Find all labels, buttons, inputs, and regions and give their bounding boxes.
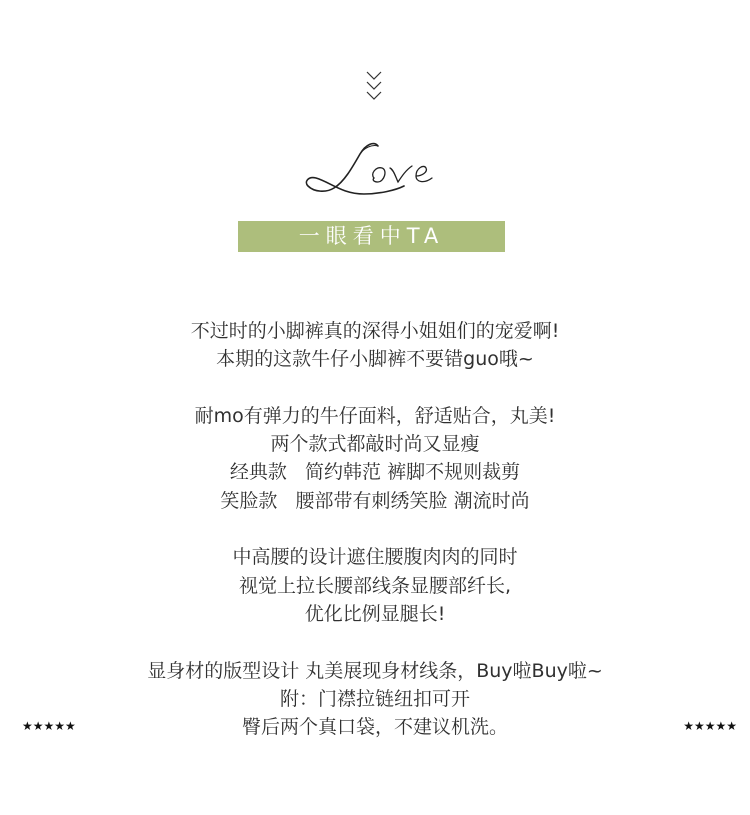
description-line: 显身材的版型设计 丸美展现身材线条，Buy啦Buy啦~ <box>147 659 603 682</box>
banner-text: 一眼看中TA <box>298 224 445 248</box>
product-description <box>0 317 750 741</box>
description-line: 两个款式都敲时尚又显瘦 <box>270 433 480 456</box>
description-line: 中高腰的设计遮住腰腹肉肉的同时 <box>232 546 518 569</box>
stars-right-decoration: ★★★★★ <box>683 719 737 733</box>
headline-banner <box>238 221 505 252</box>
description-line: 本期的这款牛仔小脚裤不要错guo哦~ <box>216 348 534 371</box>
description-line: 优化比例显腿长! <box>304 602 446 625</box>
triple-chevron-down-icon <box>365 70 383 104</box>
description-line: 耐mo有弹力的牛仔面料，舒适贴合，丸美! <box>194 404 556 427</box>
description-line: 视觉上拉长腰部线条显腰部纤长, <box>238 574 512 597</box>
stars-left-decoration: ★★★★★ <box>22 719 76 733</box>
description-line: 经典款 简约韩范 裤脚不规则裁剪 <box>229 461 521 484</box>
description-line: 附：门襟拉链纽扣可开 <box>279 687 470 710</box>
description-line: 臀后两个真口袋，不建议机洗。 <box>241 716 508 739</box>
love-script-logo <box>300 138 450 202</box>
description-line: 不过时的小脚裤真的深得小姐姐们的宠爱啊! <box>190 320 560 342</box>
description-line: 笑脸款 腰部带有刺绣笑脸 潮流时尚 <box>220 489 530 512</box>
